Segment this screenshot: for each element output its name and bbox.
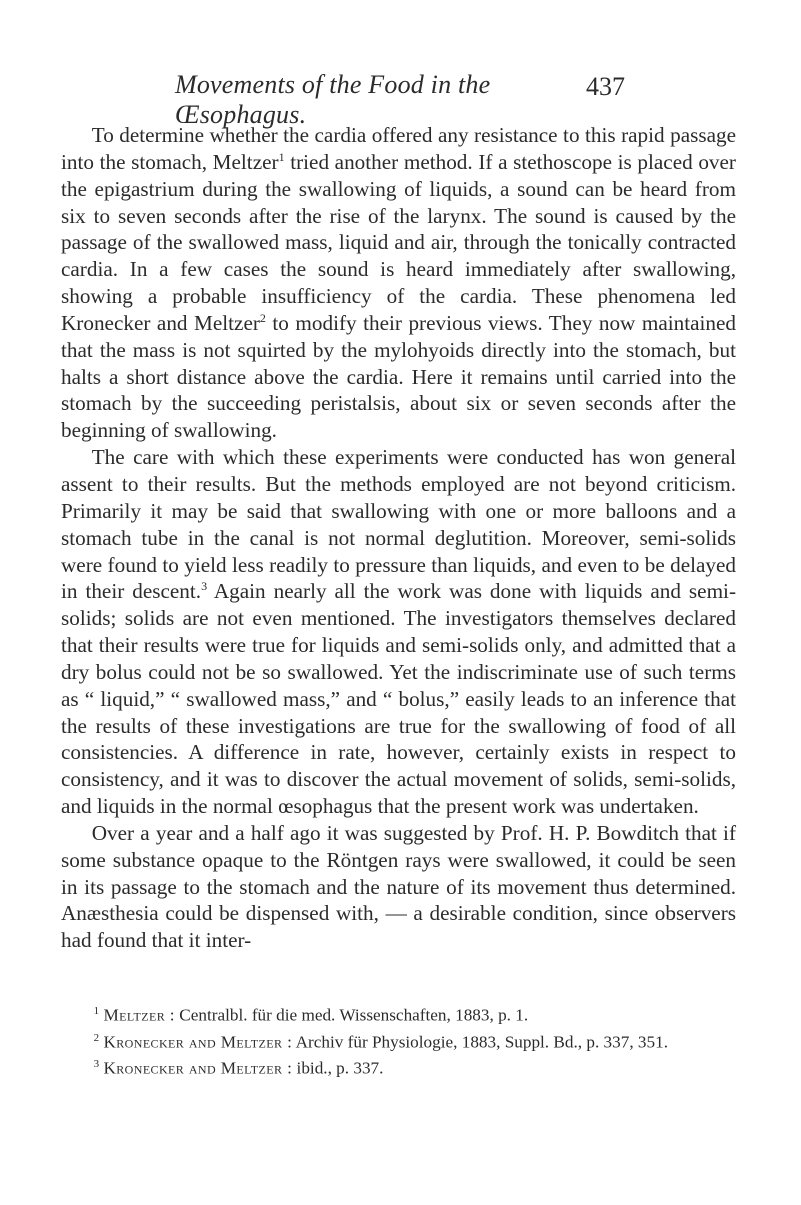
footnote-mark: 1 — [93, 1005, 100, 1017]
paragraph-text: Over a year and a half ago it was suggested by Prof. H. P. Bowditch that if some substance opaque to the Röntgen rays were swallowed, it could be seen in its passage to the stomach and the nature of its movement thus determined. Anæsthesia could be dispensed with, — a desirable condition, since observers had found that it inter- — [61, 820, 736, 953]
footnote-mark: 2 — [93, 1031, 100, 1044]
footnote-3 — [61, 1053, 736, 1080]
footnote-ref-2: 2 — [259, 310, 266, 325]
footnote-mark: 3 — [93, 1058, 100, 1071]
paragraph-text: The care with which these experiments were conducted has won general assent to their results. But the methods employed are not beyond criticism. Primarily it may be said that swallowing with one or more balloons and a stomach tube in the canal is not normal deglutition. Moreover, semi-solids were found to yield less readily to pressure than liquids, and even to be delayed in their descent. — [61, 445, 736, 604]
footnote-text: ibid., p. 337. — [292, 1059, 384, 1079]
paragraph-1 — [61, 122, 736, 444]
page-header — [175, 70, 625, 129]
running-title: Movements of the Food in the Œsophagus. — [175, 70, 491, 129]
footnote-ref-3: 3 — [201, 579, 208, 594]
page-number: 437 — [586, 72, 625, 101]
footnote-ref-1: 1 — [278, 149, 285, 164]
body-text — [61, 122, 736, 954]
paragraph-3 — [61, 820, 736, 954]
paragraph-text: tried another method. If a stethoscope is placed over the epigastrium during the swallowing of liquids, a sound can be heard from six to seven seconds after the rise of the larynx. The sound is caused by the passage of the swallowed mass, liquid and air, through the tonically contracted cardia. In a few cases the sound is heard immediately after swallowing, showing a probable insufficiency of the cardia. These phenomena led Kronecker and Meltzer — [61, 149, 736, 335]
paragraph-2 — [61, 444, 736, 820]
paragraph-text: To determine whether the cardia offered any resistance to this rapid passage into the stomach, Meltzer — [61, 123, 736, 174]
footnote-2 — [61, 1027, 736, 1054]
footnote-text: Centralbl. für die med. Wissenschaften, 1883, p. 1. — [174, 1005, 529, 1025]
footnote-authors: Kronecker and Meltzer : — [103, 1032, 293, 1052]
paragraph-text: to modify their previous views. They now maintained that the mass is not squirted by the mylohyoids directly into the stomach, but halts a short distance above the cardia. Here it remains until carried into the stomach by the succeeding peristalsis, about six or seven seconds after the beginning of swallowing. — [61, 310, 736, 443]
paragraph-text: Again nearly all the work was done with liquids and semi-solids; solids are not even mentioned. The investigators themselves declared that their results were true for liquids and semi-solids only, and admitted that a dry bolus could not be so swallowed. Yet the indiscriminate use of such terms as “ liquid,” “ swallowed mass,” and “ bolus,” easily leads to an inference that the results of these investigations are true for the swallowing of food of all consistencies. A difference in rate, however, certainly exists in respect to consistency, and it was to discover the actual movement of solids, semi-solids, and liquids in the normal œsophagus that the present work was undertaken. — [61, 579, 737, 819]
footnote-authors: Meltzer : — [103, 1005, 175, 1025]
footnotes — [61, 1000, 736, 1080]
footnote-text: Archiv für Physiologie, 1883, Suppl. Bd., p. 337, 351. — [292, 1032, 668, 1052]
footnote-authors: Kronecker and Meltzer : — [103, 1059, 293, 1079]
footnote-1 — [61, 1000, 736, 1027]
